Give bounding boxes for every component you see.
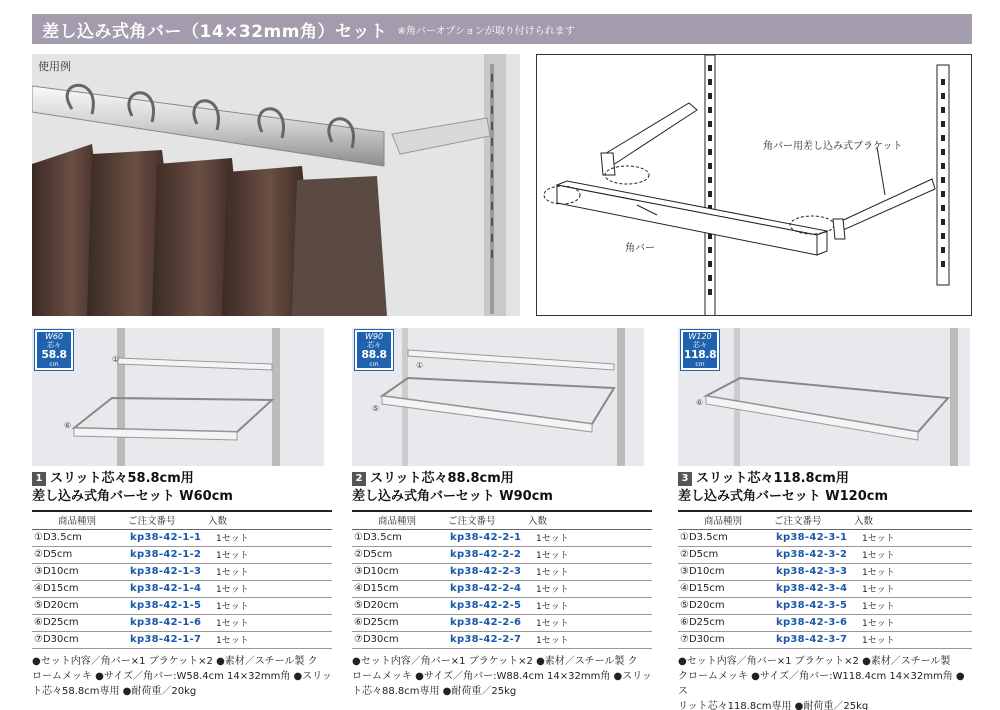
note-line: ●セット内容／角バー×1 ブラケット×2 ●素材／スチール製 xyxy=(678,656,951,667)
table-row xyxy=(352,546,652,563)
order-number-cell: kp38-42-2-2 xyxy=(432,546,528,563)
product-illustration-1 xyxy=(32,328,324,466)
size-badge-1: W60 芯々 58.8 cm xyxy=(35,330,73,370)
quantity-cell: 1セット xyxy=(208,546,332,563)
col-header-type: 商品種別 xyxy=(32,511,112,529)
callout-label: ⑥ xyxy=(696,398,704,407)
spec-notes-1 xyxy=(32,654,332,699)
note-line: ●セット内容／角バー×1 ブラケット×2 ●素材／スチール製 ク xyxy=(352,656,638,667)
product-type-cell: ②D5cm xyxy=(32,546,112,563)
page-header xyxy=(32,14,972,44)
quantity-cell: 1セット xyxy=(854,529,972,546)
quantity-cell: 1セット xyxy=(528,546,652,563)
spec-table-3 xyxy=(678,510,972,649)
product-type-cell: ③D10cm xyxy=(32,563,112,580)
order-number-cell: kp38-42-1-1 xyxy=(112,529,208,546)
table-row xyxy=(32,614,332,631)
col-header-code: ご注文番号 xyxy=(758,511,854,529)
assembly-diagram xyxy=(536,54,972,316)
col-header-type: 商品種別 xyxy=(678,511,758,529)
section-subtitle: スリット芯々88.8cm用 xyxy=(370,471,514,486)
product-type-cell: ②D5cm xyxy=(678,546,758,563)
quantity-cell: 1セット xyxy=(528,614,652,631)
callout-label: ① xyxy=(416,361,424,370)
quantity-cell: 1セット xyxy=(208,563,332,580)
product-type-cell: ①D3.5cm xyxy=(678,529,758,546)
product-photo-2 xyxy=(352,328,644,466)
order-number-cell: kp38-42-1-4 xyxy=(112,580,208,597)
section-heading: 差し込み式角バーセット W120cm xyxy=(678,489,888,504)
table-row xyxy=(352,529,652,546)
table-row xyxy=(352,614,652,631)
table-row xyxy=(352,597,652,614)
quantity-cell: 1セット xyxy=(854,563,972,580)
order-number-cell: kp38-42-2-1 xyxy=(432,529,528,546)
product-illustration-2 xyxy=(352,328,644,466)
quantity-cell: 1セット xyxy=(208,614,332,631)
product-type-cell: ⑥D25cm xyxy=(352,614,432,631)
section-title-2 xyxy=(352,470,652,506)
section-number: 1 xyxy=(32,472,46,486)
quantity-cell: 1セット xyxy=(854,597,972,614)
product-photo-1 xyxy=(32,328,324,466)
spec-table-2 xyxy=(352,510,652,649)
col-header-code: ご注文番号 xyxy=(112,511,208,529)
product-type-cell: ④D15cm xyxy=(678,580,758,597)
order-number-cell: kp38-42-1-5 xyxy=(112,597,208,614)
header-note: ※角バーオプションが取り付けられます xyxy=(397,25,575,37)
table-row xyxy=(678,580,972,597)
quantity-cell: 1セット xyxy=(854,580,972,597)
order-number-cell: kp38-42-3-7 xyxy=(758,631,854,648)
product-type-cell: ③D10cm xyxy=(678,563,758,580)
quantity-cell: 1セット xyxy=(208,597,332,614)
quantity-cell: 1セット xyxy=(528,529,652,546)
table-row xyxy=(32,631,332,648)
page-title: 差し込み式角バー（14×32mm角）セット xyxy=(42,21,388,42)
usage-example-label: 使用例 xyxy=(38,60,71,73)
quantity-cell: 1セット xyxy=(208,580,332,597)
table-row xyxy=(678,546,972,563)
table-row xyxy=(32,563,332,580)
section-title-1 xyxy=(32,470,332,506)
callout-label: ① xyxy=(112,355,120,364)
quantity-cell: 1セット xyxy=(854,614,972,631)
table-row xyxy=(678,614,972,631)
callout-label: ⑤ xyxy=(372,404,380,413)
note-line: ●セット内容／角バー×1 ブラケット×2 ●素材／スチール製 ク xyxy=(32,656,318,667)
product-type-cell: ③D10cm xyxy=(352,563,432,580)
order-number-cell: kp38-42-1-3 xyxy=(112,563,208,580)
order-number-cell: kp38-42-2-7 xyxy=(432,631,528,648)
order-number-cell: kp38-42-3-4 xyxy=(758,580,854,597)
product-illustration-3 xyxy=(678,328,970,466)
product-type-cell: ⑤D20cm xyxy=(678,597,758,614)
quantity-cell: 1セット xyxy=(854,631,972,648)
product-type-cell: ⑥D25cm xyxy=(32,614,112,631)
product-type-cell: ⑦D30cm xyxy=(352,631,432,648)
col-header-code: ご注文番号 xyxy=(432,511,528,529)
order-number-cell: kp38-42-3-3 xyxy=(758,563,854,580)
section-heading: 差し込み式角バーセット W90cm xyxy=(352,489,553,504)
note-line: ロームメッキ ●サイズ／角バー:W88.4cm 14×32mm角 ●スリッ xyxy=(352,671,652,682)
section-subtitle: スリット芯々58.8cm用 xyxy=(50,471,194,486)
order-number-cell: kp38-42-3-1 xyxy=(758,529,854,546)
size-badge-3: W120 芯々 118.8 cm xyxy=(681,330,719,370)
order-number-cell: kp38-42-3-5 xyxy=(758,597,854,614)
bar-label: 角バー xyxy=(625,243,655,254)
table-row xyxy=(32,597,332,614)
product-type-cell: ①D3.5cm xyxy=(352,529,432,546)
product-type-cell: ④D15cm xyxy=(32,580,112,597)
note-line: リット芯々118.8cm専用 ●耐荷重／25kg xyxy=(678,701,869,710)
order-number-cell: kp38-42-3-6 xyxy=(758,614,854,631)
section-title-3 xyxy=(678,470,978,506)
product-type-cell: ②D5cm xyxy=(352,546,432,563)
quantity-cell: 1セット xyxy=(854,546,972,563)
order-number-cell: kp38-42-2-6 xyxy=(432,614,528,631)
product-type-cell: ⑦D30cm xyxy=(678,631,758,648)
order-number-cell: kp38-42-2-4 xyxy=(432,580,528,597)
quantity-cell: 1セット xyxy=(528,597,652,614)
product-type-cell: ①D3.5cm xyxy=(32,529,112,546)
usage-illustration xyxy=(32,54,520,316)
table-row xyxy=(678,597,972,614)
col-header-qty: 入数 xyxy=(854,511,972,529)
usage-photo xyxy=(32,54,520,316)
table-row xyxy=(352,631,652,648)
col-header-qty: 入数 xyxy=(208,511,332,529)
product-photo-3 xyxy=(678,328,970,466)
product-type-cell: ④D15cm xyxy=(352,580,432,597)
table-row xyxy=(32,546,332,563)
order-number-cell: kp38-42-2-5 xyxy=(432,597,528,614)
col-header-type: 商品種別 xyxy=(352,511,432,529)
quantity-cell: 1セット xyxy=(528,580,652,597)
table-row xyxy=(352,580,652,597)
quantity-cell: 1セット xyxy=(528,631,652,648)
order-number-cell: kp38-42-1-2 xyxy=(112,546,208,563)
section-subtitle: スリット芯々118.8cm用 xyxy=(696,471,849,486)
table-row xyxy=(32,529,332,546)
bracket-label: 角バー用差し込み式ブラケット xyxy=(763,141,903,152)
product-type-cell: ⑥D25cm xyxy=(678,614,758,631)
quantity-cell: 1セット xyxy=(208,631,332,648)
product-type-cell: ⑦D30cm xyxy=(32,631,112,648)
section-number: 2 xyxy=(352,472,366,486)
table-row xyxy=(678,529,972,546)
table-row xyxy=(678,631,972,648)
note-line: クロームメッキ ●サイズ／角バー:W118.4cm 14×32mm角 ●ス xyxy=(678,671,965,697)
note-line: ロームメッキ ●サイズ／角バー:W58.4cm 14×32mm角 ●スリッ xyxy=(32,671,332,682)
product-type-cell: ⑤D20cm xyxy=(32,597,112,614)
callout-label: ⑥ xyxy=(64,421,72,430)
note-line: ト芯々88.8cm専用 ●耐荷重／25kg xyxy=(352,686,517,697)
quantity-cell: 1セット xyxy=(528,563,652,580)
size-badge-2: W90 芯々 88.8 cm xyxy=(355,330,393,370)
order-number-cell: kp38-42-1-6 xyxy=(112,614,208,631)
spec-notes-2 xyxy=(352,654,652,699)
quantity-cell: 1セット xyxy=(208,529,332,546)
assembly-illustration xyxy=(537,55,972,316)
section-heading: 差し込み式角バーセット W60cm xyxy=(32,489,233,504)
table-row xyxy=(32,580,332,597)
col-header-qty: 入数 xyxy=(528,511,652,529)
section-number: 3 xyxy=(678,472,692,486)
order-number-cell: kp38-42-3-2 xyxy=(758,546,854,563)
order-number-cell: kp38-42-2-3 xyxy=(432,563,528,580)
spec-notes-3 xyxy=(678,654,972,710)
table-row xyxy=(678,563,972,580)
note-line: ト芯々58.8cm専用 ●耐荷重／20kg xyxy=(32,686,197,697)
order-number-cell: kp38-42-1-7 xyxy=(112,631,208,648)
table-row xyxy=(352,563,652,580)
spec-table-1 xyxy=(32,510,332,649)
product-type-cell: ⑤D20cm xyxy=(352,597,432,614)
